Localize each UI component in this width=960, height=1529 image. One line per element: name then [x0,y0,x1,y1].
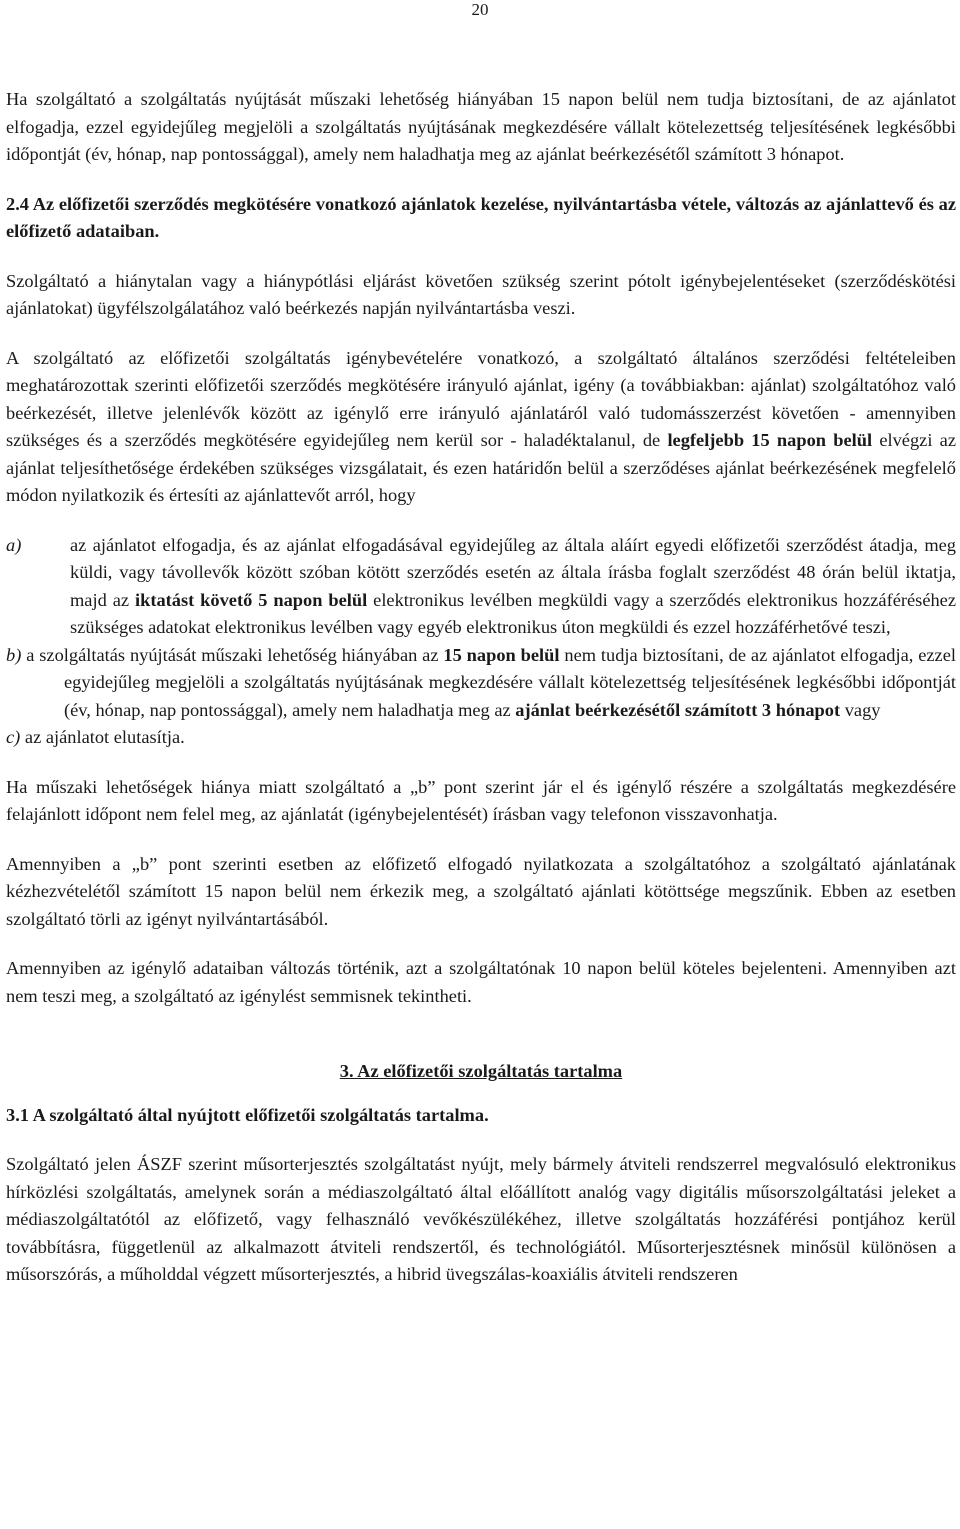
text-run-bold: 15 napon belül [443,644,560,665]
text-run: az ajánlatot elfogadja, és az ajánlat elfogadásával egyidejűleg az általa aláírt egyedi előfizetői szerződést átadja, meg küldi, vagy távollevők között szóban kötött szerződés esetén az általa írásba foglalt szerződést 48 órán belül iktatja, majd az [70,534,956,610]
list-item-text [70,532,956,642]
document-body [6,86,956,1289]
text-run: elvégzi az ajánlat teljesíthetősége érdekében szükséges vizsgálatait, és ezen határidőn belül a szerződéses ajánlat beérkezésének megfelelő módon nyilatkozik és értesíti az ajánlattevőt arról, hogy [6,430,957,505]
text-run: vagy [840,699,881,720]
paragraph-withdrawal: Ha műszaki lehetőségek hiánya miatt szolgáltató a „b” pont szerint jár el és igénylő részére a szolgáltatás megkezdésére felajánlott időpont nem felel meg, az ajánlatát (igénybejelentését) írásban vagy telefonon visszavonhatja. [6,776,956,824]
list-item-b [6,642,956,725]
list-marker: b) [6,644,22,665]
text-run: A szolgáltató az előfizetői szolgáltatás igénybevételére vonatkozó, a szolgáltató általános szerződési feltételeiben meghatározottak szerinti előfizetői szerződés megkötésére irányuló ajánlat, igény (a továbbiakban: ajánlat) szolgáltatóhoz való beérkezését, illetve jelenlévők között az igénylő erre irányuló ajánlatáról való tudomásszerzést követően - amennyiben szükséges és a szerződés megkötésére egyidejűleg nem kerül sor - haladéktalanul, de [6,347,956,450]
text-run-bold: iktatást követő 5 napon belül [134,589,368,610]
paragraph-registration: Szolgáltató a hiánytalan vagy a hiánypótlási eljárást követően szükség szerint pótolt igénybejelentéseket (szerződéskötési ajánlatokat) ügyfélszolgálatához való beérkezés napján nyilvántartásba veszi. [6,270,956,318]
paragraph-acceptance-deadline: Amennyiben a „b” pont szerinti esetben az előfizető elfogadó nyilatkozata a szolgáltatóhoz a szolgáltató ajánlatának kézhezvételétől számított 15 napon belül nem érkezik meg, a szolgáltató ajánlati kötöttsége megszűnik. Ebben az esetben szolgáltató törli az igényt nyilvántartásából. [6,853,956,929]
text-run-bold: ajánlat beérkezésétől számított 3 hónapot [515,699,841,720]
list-item-text [6,724,956,752]
heading-2-4: 2.4 Az előfizetői szerződés megkötésére vonatkozó ajánlatok kezelése, nyilvántartásba vétele, változás az ajánlattevő és az előfizető adataiban. [6,193,956,241]
list-item-a [6,532,956,642]
paragraph-data-change: Amennyiben az igénylő adataiban változás történik, azt a szolgáltatónak 10 napon belül köteles bejelenteni. Amennyiben azt nem teszi meg, a szolgáltató az igénylést semmisnek tekintheti. [6,958,956,1006]
paragraph-service-content: Szolgáltató jelen ÁSZF szerint műsorterjesztés szolgáltatást nyújt, mely bármely átviteli rendszerrel megvalósuló elektronikus hírközlési szolgáltatás, amelynek során a médiaszolgáltató által előállított analóg vagy digitális műsorszolgáltatási jeleket a médiaszolgáltatótól az előfizető, vagy felhasználó vevőkészülékéhez, illetve szolgáltatás hozzáférési pontjához kerül továbbításra, függetlenül az alkalmazott átviteli rendszertől, és technológiától. Műsorterjesztésnek minősül különösen a műsorszórás, a műholddal végzett műsorterjesztés, a hibrid üvegszálas-koaxiális átviteli rendszeren [6,1154,956,1284]
response-options-list [6,532,956,752]
paragraph-offer-handling [6,345,956,510]
heading-3-1: 3.1 A szolgáltató által nyújtott előfizetői szolgáltatás tartalma. [6,1104,489,1125]
text-run: a szolgáltatás nyújtását műszaki lehetőség hiányában az [26,644,444,665]
list-marker: c) [6,727,21,747]
list-item-text [6,642,956,725]
page-number: 20 [471,0,489,19]
text-run: elektronikus levélben megküldi vagy a szerződés elektronikus hozzáféréséhez szükséges adatokat elektronikus levélben vagy egyéb elektronikus úton megküldi és ezzel hozzáférhetővé teszi, [70,589,956,637]
list-item-c [6,724,956,752]
paragraph-capacity-limit: Ha szolgáltató a szolgáltatás nyújtását műszaki lehetőség hiányában 15 napon belül nem tudja biztosítani, de az ajánlatot elfogadja, ezzel egyidejűleg megjelöli a szolgáltatás nyújtásának megkezdésére vállalt kötelezettség teljesítésének legkésőbbi időpontját (év, hónap, nap pontossággal), amely nem haladhatja meg az ajánlat beérkezésétől számított 3 hónapot. [6,89,956,164]
text-run: az ajánlatot elutasítja. [24,727,185,747]
section-3-title: 3. Az előfizetői szolgáltatás tartalma [339,1061,623,1081]
list-marker: a) [6,534,22,555]
text-run: nem tudja biztosítani, de az ajánlatot elfogadja, ezzel egyidejűleg megjelöli a szolgáltatás nyújtásának megkezdésére vállalt kötelezettség teljesítésének legkésőbbi időpontját (év, hónap, nap pontossággal), amely nem haladhatja meg az [64,644,956,720]
text-run-bold: legfeljebb 15 napon belül [667,430,873,450]
